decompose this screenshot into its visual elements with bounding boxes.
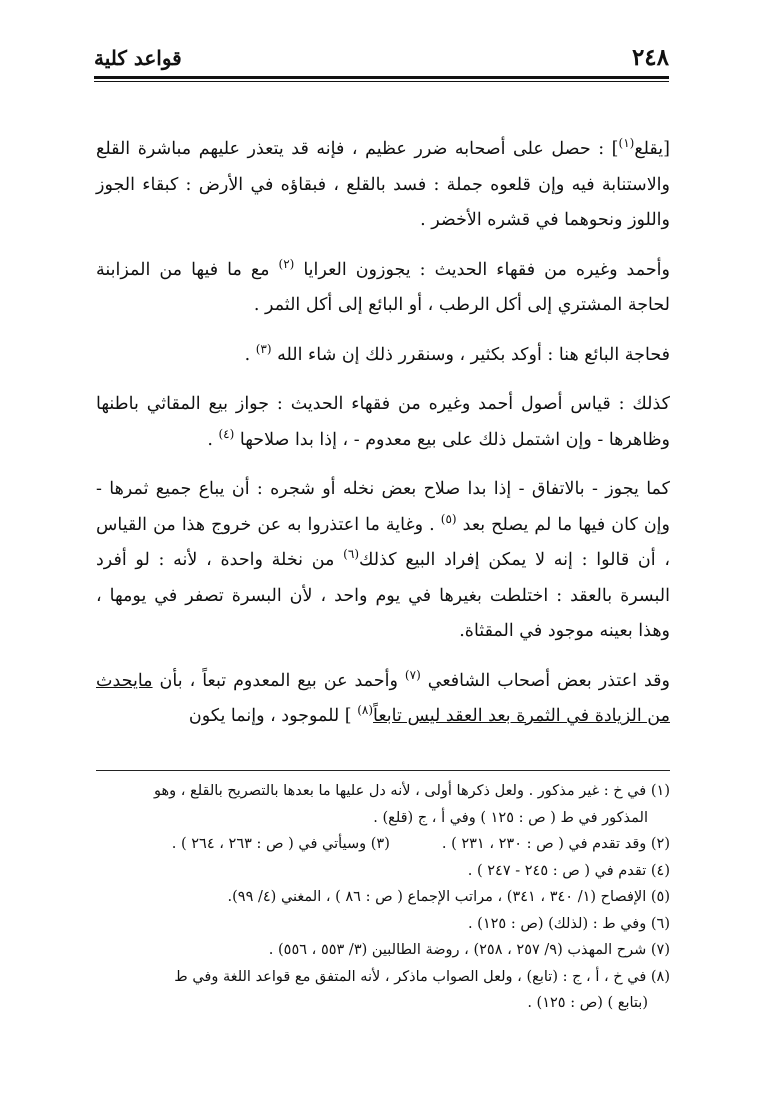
page-header	[94, 40, 669, 76]
text-segment: ] : حصل على أصحابه ضرر عظيم ، فإنه قد يتعذر عليهم مباشرة القلع والاستنابة فيه وإن قلعوه جملة : فسد بالقلع ، فبقاؤه في الأرض : كبقاء الجوز واللوز ونحوهما في قشره الأخضر .	[96, 139, 670, 230]
footnote	[96, 884, 670, 911]
footnote	[96, 778, 670, 831]
footnote-text: وسيأتي في ( ص : ٢٦٣ ، ٢٦٤ ) .	[171, 836, 367, 852]
footnote-text: شرح المهذب (٩/ ٢٥٧ ، ٢٥٨) ، روضة الطالبين (٣/ ٥٥٣ ، ٥٥٦) .	[268, 942, 647, 958]
header-rule-thin	[94, 81, 669, 82]
footnote	[96, 858, 670, 885]
footnote-marker[interactable]: (٥)	[440, 511, 457, 526]
footnote-text: وقد تقدم في ( ص : ٢٣٠ ، ٢٣١ ) .	[441, 836, 647, 852]
text-segment: .	[244, 344, 256, 365]
text-segment: من نخلة واحدة ، لأنه : لو أفرد البسرة بالعقد : اختلطت بغيرها في يوم واحد ، لأن البسرة تصفر في يومها ، وهذا بعينه موجود في المقثاة.	[96, 550, 670, 641]
main-text	[96, 132, 670, 735]
footnote-number: (٧)	[646, 942, 670, 958]
paragraph	[96, 472, 670, 650]
footnote-marker[interactable]: (٣)	[255, 341, 272, 356]
paragraph	[96, 338, 670, 374]
footnotes	[96, 778, 670, 1017]
footnote-marker[interactable]: (٧)	[404, 667, 421, 682]
footnote-part	[172, 831, 390, 858]
text-segment: وأحمد وغيره من فقهاء الحديث : يجوزون العرايا	[294, 259, 670, 280]
running-title: قواعد كلية	[94, 46, 182, 70]
footnote-number: (٤)	[646, 862, 670, 879]
footnote-number: (٥)	[646, 889, 670, 905]
footnote-divider	[96, 770, 670, 771]
footnote	[96, 831, 670, 858]
footnote-number: (٦)	[646, 915, 670, 932]
header-rule	[94, 76, 669, 79]
text-segment: مع ما فيها من المزابنة لحاجة المشتري إلى أكل الرطب ، أو البائع إلى أكل الثمر .	[96, 259, 670, 315]
text-segment: . وغاية ما اعتذروا به عن خروج هذا من القياس ، أن قالوا : إنه لا يمكن إفراد البيع كذلك	[96, 514, 671, 570]
text-segment: فحاجة البائع هنا : أوكد بكثير ، وسنقرر ذلك إن شاء الله	[271, 344, 670, 365]
footnote-text: في خ ، أ ، ج : (تابع) ، ولعل الصواب ماذكر ، لأنه المتفق مع قواعد اللغة وفي ط	[174, 968, 647, 985]
footnote-marker[interactable]: (٦)	[343, 547, 359, 561]
paragraph	[96, 132, 670, 239]
footnote-marker[interactable]: (٢)	[278, 256, 295, 271]
footnote	[96, 964, 670, 1017]
text-segment: ] للموجود ، وإنما يكون	[188, 706, 358, 726]
paragraph	[96, 387, 670, 458]
footnote-part	[442, 831, 670, 858]
paragraph	[96, 664, 670, 735]
text-segment: كما يجوز - بالاتفاق - إذا بدا صلاح بعض نخله أو شجره : أن يباع جميع ثمرها - وإن كان فيها ما لم يصلح بعد	[96, 479, 670, 535]
footnote-continuation: المذكور في ط ( ص : ١٢٥ ) وفي أ ، ج (قلع) .	[373, 809, 648, 826]
footnote-continuation: (بتابع ) (ص : ١٢٥) .	[527, 995, 648, 1011]
footnote-marker[interactable]: (٤)	[218, 426, 235, 441]
footnote-marker[interactable]: (١)	[618, 136, 635, 150]
text-segment: .	[207, 429, 219, 450]
footnote-text: في خ : غير مذكور . ولعل ذكرها أولى ، لأنه دل عليها ما بعدها بالتصريح بالقلع ، وهو	[153, 783, 647, 799]
footnote-number: (١)	[646, 783, 670, 799]
text-segment: وأحمد عن بيع المعدوم تبعاً ، بأن	[152, 670, 405, 691]
footnote-marker[interactable]: (٨)	[357, 703, 374, 717]
footnote-text: الإفصاح (١/ ٣٤٠ ، ٣٤١) ، مراتب الإجماع ( ص : ٨٦ ) ، المغني (٤/ ٩٩).	[227, 889, 647, 905]
text-segment: [يقلع	[634, 139, 670, 159]
text-segment: وقد اعتذر بعض أصحاب الشافعي	[420, 670, 670, 691]
footnote	[96, 937, 670, 964]
text-segment: كذلك : قياس أصول أحمد وغيره من فقهاء الحديث : جواز بيع المقاثي باطنها وظاهرها - وإن اشتمل ذلك على بيع معدوم - ، إذا بدا صلاحها	[96, 394, 670, 450]
footnote-text: تقدم في ( ص : ٢٤٥ - ٢٤٧ ) .	[467, 862, 647, 879]
footnote-text: وفي ط : (لذلك) (ص : ١٢٥) .	[467, 915, 647, 932]
footnote-number: (٣)	[366, 836, 390, 852]
text-segment: مايحدث من الزيادة في الثمرة بعد العقد ليس تابعاً	[96, 670, 670, 726]
footnote	[96, 911, 670, 938]
footnote-number: (٨)	[646, 968, 670, 985]
paragraph	[96, 253, 670, 324]
page-number: ٢٤٨	[631, 44, 669, 71]
footnote-number: (٢)	[646, 836, 670, 852]
